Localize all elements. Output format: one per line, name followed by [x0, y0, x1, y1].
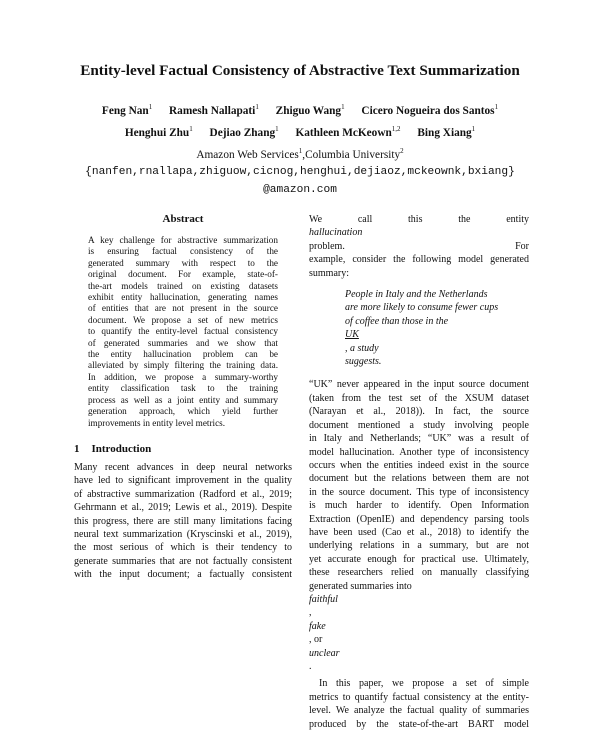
author: Dejiao Zhang$^1$: [209, 124, 279, 139]
text-line: in Italy and Netherlands; “UK” was a result of: [309, 433, 529, 445]
author: Feng Nan$^1$: [101, 103, 153, 117]
text-line: (taken from the test set of the XSUM dataset: [309, 392, 529, 404]
quote-line: of coffee than those in the UK , a study: [345, 315, 511, 355]
quote-line: People in Italy and the Netherlands: [345, 289, 488, 301]
text-line: In this paper, we propose a set of simple: [319, 678, 529, 690]
text-line: document but the relations between them are not: [309, 473, 529, 485]
author: Kathleen McKeown$^{1,2}$: [295, 124, 401, 139]
hallucination-paragraph: [309, 213, 529, 280]
text-line: Gehrmann et al., 2019; Lewis et al., 2019). Despite: [74, 502, 292, 514]
abstract-line: original document. For example, state-of-: [88, 269, 278, 280]
abstract-line: A key challenge for abstractive summarization: [88, 235, 278, 245]
text-line: (Narayan et al., 2018)). In fact, the source: [309, 406, 529, 418]
abstract-line: alleviated by simply filtering the training data.: [88, 360, 278, 371]
text-line: have led to significant improvement in the quality: [74, 475, 292, 487]
text-line: the most serious of which is their tendency to: [74, 542, 292, 554]
text-line: example, consider the following model generated: [309, 254, 529, 266]
abstract-line: process as well as a joint entity and summary: [88, 394, 278, 405]
underlined-entity: UK: [345, 329, 359, 341]
right-column: [309, 213, 529, 731]
author: Zhiguo Wang$^1$: [275, 103, 345, 117]
text-line: this progress, there are still many limitations facing: [74, 515, 292, 527]
text-line: with the input document; a factually consistent: [74, 569, 292, 581]
text-line: document mentioned a study involving people: [309, 419, 529, 431]
abstract-line: exhibit entity hallucination, generating names: [88, 292, 278, 303]
text-line: these researchers relied on manually classifying: [309, 567, 529, 579]
text-line: is much harder to identify. Open Information: [309, 500, 529, 512]
text-line: metrics to quantify factual consistency at the entity-: [309, 691, 529, 703]
example-summary-quote: [345, 288, 511, 368]
abstract-line: generated summary with respect to the: [88, 257, 278, 268]
text-line: summary:: [309, 267, 349, 279]
abstract-line: of entities that are not present in the source: [88, 303, 278, 314]
abstract-line: is ensuring factual consistency of the: [88, 246, 278, 257]
text-line: Many recent advances in deep neural networks: [74, 461, 292, 473]
text-line: generated summaries into faithful , fake , or unclear .: [309, 580, 412, 672]
left-column: [74, 213, 292, 582]
text-line: yet accurate enough for practical use. Ultimately,: [309, 553, 529, 565]
quote-line: suggests.: [345, 356, 382, 368]
abstract-line: the entity hallucination problem can be: [88, 349, 278, 360]
abstract-body: [88, 235, 278, 429]
text-line: “UK” never appeared in the input source document: [309, 379, 529, 391]
author-row-2: [0, 120, 600, 142]
text-line: produced by the state-of-the-art BART model: [309, 718, 529, 730]
text-line: model hallucination. Another type of inconsistency: [309, 446, 529, 458]
author-block: [0, 98, 600, 199]
abstract-line: entity classification task to the training: [88, 383, 278, 394]
author: Henghui Zhu$^1$: [124, 124, 193, 139]
text-line: underlying relations in a summary, but are not: [309, 540, 529, 552]
quote-line: are more likely to consume fewer cups: [345, 302, 499, 314]
abstract-line: improvements in entity level metrics.: [88, 417, 226, 428]
text-line: of abstractive summarization (Radford et al., 2019;: [74, 488, 292, 500]
contribution-paragraph: [309, 677, 529, 731]
abstract-line: the-art models trained on existing datasets: [88, 280, 278, 291]
inconsistency-paragraph: [309, 378, 529, 673]
author: Ramesh Nallapati$^1$: [169, 103, 259, 117]
text-line: We call this the entity hallucination problem. For: [309, 214, 529, 252]
abstract-line: In addition, we propose a summary-worthy: [88, 371, 278, 382]
section-heading-introduction: 1 Introduction: [74, 442, 152, 455]
text-line: have been used (Cao et al., 2018) to identify the: [309, 526, 529, 538]
email-line-2: @amazon.com: [263, 184, 337, 197]
author: Bing Xiang$^1$: [417, 124, 476, 139]
text-line: occurs when the entities indeed exist in the source: [309, 459, 529, 471]
text-line: level. We analyze the factual quality of summaries: [309, 705, 529, 717]
email-line-1: {nanfen,rnallapa,zhiguow,cicnog,henghui,dejiaoz,mckeownk,bxiang}: [85, 166, 515, 179]
introduction-paragraph: [74, 461, 292, 582]
abstract-heading: Abstract: [162, 213, 204, 225]
author: Cicero Nogueira dos Santos$^1$: [361, 103, 499, 117]
affiliation: Amazon Web Services$^1$,Columbia University$^2$: [196, 146, 404, 161]
text-line: neural text summarization (Kryscinski et al., 2019),: [74, 528, 292, 540]
abstract-line: generation approach, which yield further: [88, 406, 278, 417]
abstract-line: to quantify the entity-level factual consistency: [88, 326, 278, 337]
abstract-line: of generated summaries and we show that: [88, 337, 278, 348]
text-line: in the source document. This type of inconsistency: [309, 486, 529, 498]
abstract-line: document. We propose a set of new metrics: [88, 314, 278, 325]
text-line: Extraction (OpenIE) and dependency parsing tools: [309, 513, 529, 525]
text-line: generate summaries that are not factually consistent: [74, 555, 292, 567]
paper-title: Entity-level Factual Consistency of Abstractive Text Summarization: [80, 62, 520, 79]
author-row-1: [0, 98, 600, 120]
